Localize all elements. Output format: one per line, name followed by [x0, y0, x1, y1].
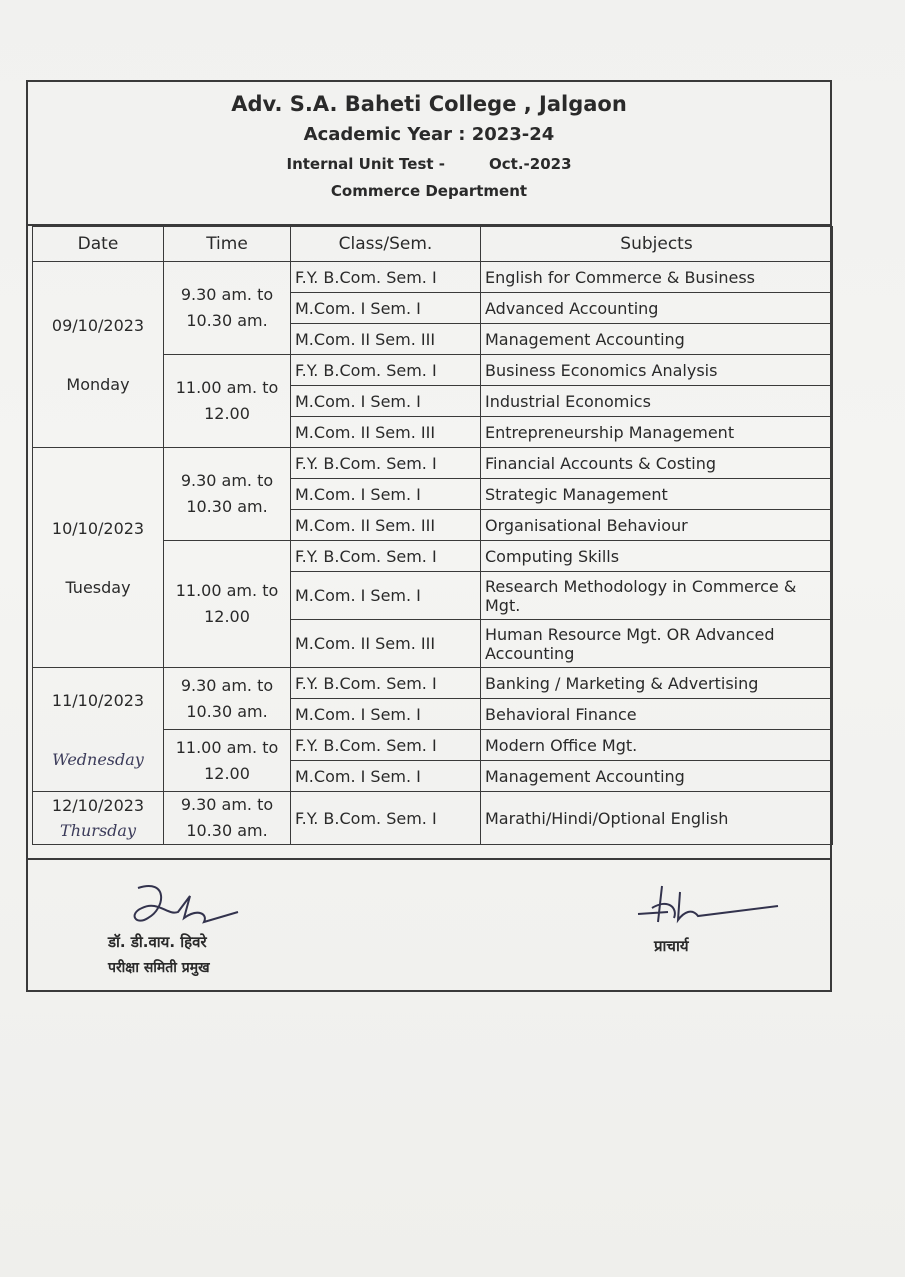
time-slot-cell: 11.00 am. to 12.00	[164, 355, 291, 448]
timetable-sheet	[26, 80, 832, 992]
class-sem-cell: F.Y. B.Com. Sem. I	[291, 668, 481, 699]
test-name: Internal Unit Test -	[286, 155, 446, 173]
exam-date: 10/10/2023	[51, 518, 145, 538]
principal-role: प्राचार्य	[654, 937, 689, 955]
subject-cell: Management Accounting	[481, 324, 833, 355]
table-row	[33, 668, 833, 699]
date-cell	[33, 448, 164, 668]
class-sem-cell: M.Com. I Sem. I	[291, 699, 481, 730]
subject-cell: Marathi/Hindi/Optional English	[481, 792, 833, 845]
class-sem-cell: F.Y. B.Com. Sem. I	[291, 541, 481, 572]
academic-year: Academic Year : 2023-24	[303, 124, 555, 145]
date-cell	[33, 792, 164, 845]
time-slot-cell: 9.30 am. to 10.30 am.	[164, 668, 291, 730]
table-row	[33, 262, 833, 293]
exam-timetable	[32, 226, 833, 845]
document-header	[28, 82, 830, 226]
exam-weekday: Wednesday	[52, 749, 144, 769]
exam-weekday: Tuesday	[65, 577, 131, 597]
column-header-time: Time	[164, 227, 291, 262]
subject-cell: Research Methodology in Commerce & Mgt.	[481, 572, 833, 620]
class-sem-cell: M.Com. I Sem. I	[291, 386, 481, 417]
subject-cell: Strategic Management	[481, 479, 833, 510]
table-row	[33, 792, 833, 845]
test-title	[28, 155, 830, 173]
time-slot-cell: 11.00 am. to 12.00	[164, 541, 291, 668]
subject-cell: Entrepreneurship Management	[481, 417, 833, 448]
time-slot-cell: 11.00 am. to 12.00	[164, 730, 291, 792]
subject-cell: Advanced Accounting	[481, 293, 833, 324]
principal-signature-block	[628, 878, 808, 956]
subject-cell: Management Accounting	[481, 761, 833, 792]
committee-head-name: डॉ. डी.वाय. हिवरे	[108, 933, 207, 951]
subject-cell: Behavioral Finance	[481, 699, 833, 730]
subject-cell: Modern Office Mgt.	[481, 730, 833, 761]
class-sem-cell: M.Com. I Sem. I	[291, 572, 481, 620]
class-sem-cell: F.Y. B.Com. Sem. I	[291, 448, 481, 479]
exam-date: 12/10/2023	[51, 796, 145, 815]
timetable-body	[33, 262, 833, 845]
class-sem-cell: M.Com. I Sem. I	[291, 293, 481, 324]
table-row	[33, 448, 833, 479]
column-header-date: Date	[33, 227, 164, 262]
subject-cell: Business Economics Analysis	[481, 355, 833, 386]
exam-date: 09/10/2023	[51, 315, 145, 335]
class-sem-cell: F.Y. B.Com. Sem. I	[291, 792, 481, 845]
table-header-row	[33, 227, 833, 262]
college-name: Adv. S.A. Baheti College , Jalgaon	[231, 92, 627, 116]
time-slot-cell: 9.30 am. to 10.30 am.	[164, 262, 291, 355]
class-sem-cell: M.Com. I Sem. I	[291, 479, 481, 510]
signature-footer	[28, 858, 830, 994]
test-month: Oct.-2023	[489, 155, 572, 173]
subject-cell: Financial Accounts & Costing	[481, 448, 833, 479]
class-sem-cell: M.Com. II Sem. III	[291, 324, 481, 355]
class-sem-cell: M.Com. I Sem. I	[291, 761, 481, 792]
date-cell	[33, 262, 164, 448]
subject-cell: Banking / Marketing & Advertising	[481, 668, 833, 699]
date-cell	[33, 668, 164, 792]
subject-cell: Industrial Economics	[481, 386, 833, 417]
class-sem-cell: M.Com. II Sem. III	[291, 620, 481, 668]
exam-weekday: Monday	[66, 374, 130, 394]
class-sem-cell: M.Com. II Sem. III	[291, 510, 481, 541]
exam-committee-signature-block	[108, 878, 268, 977]
time-slot-cell: 9.30 am. to 10.30 am.	[164, 792, 291, 845]
subject-cell: Organisational Behaviour	[481, 510, 833, 541]
exam-date: 11/10/2023	[51, 690, 145, 710]
handwritten-signature-right	[628, 878, 788, 930]
class-sem-cell: M.Com. II Sem. III	[291, 417, 481, 448]
time-slot-cell: 9.30 am. to 10.30 am.	[164, 448, 291, 541]
class-sem-cell: F.Y. B.Com. Sem. I	[291, 355, 481, 386]
committee-head-role: परीक्षा समिती प्रमुख	[108, 960, 210, 976]
column-header-subjects: Subjects	[481, 227, 833, 262]
class-sem-cell: F.Y. B.Com. Sem. I	[291, 730, 481, 761]
class-sem-cell: F.Y. B.Com. Sem. I	[291, 262, 481, 293]
subject-cell: Human Resource Mgt. OR Advanced Accounting	[481, 620, 833, 668]
subject-cell: Computing Skills	[481, 541, 833, 572]
department-name: Commerce Department	[330, 182, 528, 200]
subject-cell: English for Commerce & Business	[481, 262, 833, 293]
handwritten-signature-left	[108, 878, 258, 930]
exam-weekday: Thursday	[60, 821, 136, 840]
column-header-class: Class/Sem.	[291, 227, 481, 262]
